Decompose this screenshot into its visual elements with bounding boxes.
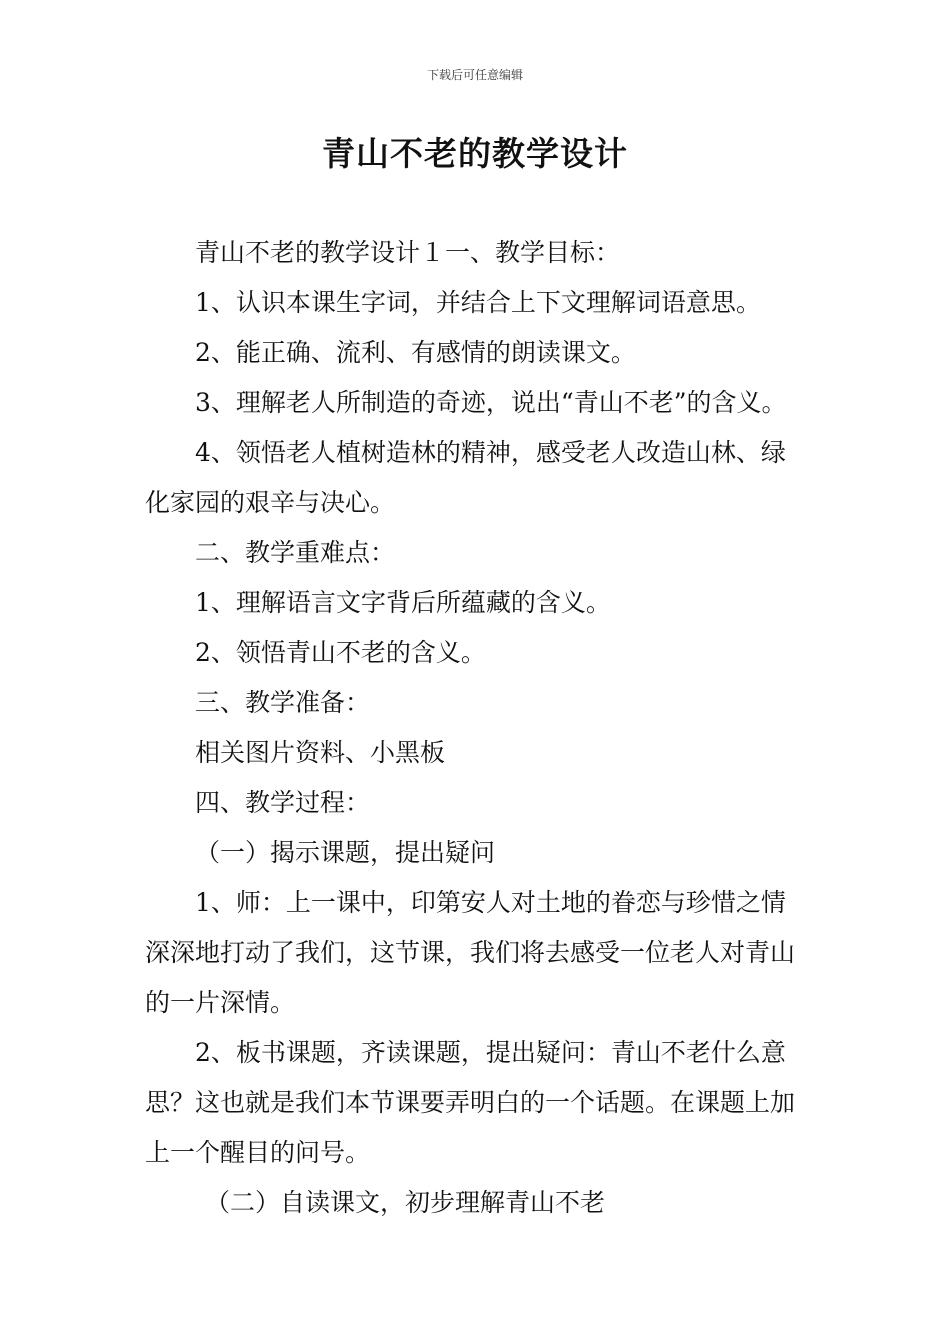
paragraph-key-point-1: 1、理解语言文字背后所蕴藏的含义。	[195, 588, 611, 617]
section-heading-key-points: 二、教学重难点：	[195, 538, 396, 567]
section-heading-process: 四、教学过程：	[195, 788, 371, 817]
paragraph-intro: 青山不老的教学设计１一、教学目标：	[195, 238, 621, 267]
document-title: 青山不老的教学设计	[322, 134, 628, 173]
paragraph-process-2: 2、板书课题，齐读课题，提出疑问：青山不老什么意思？这也就是我们本节课要弄明白的一个话题。在课题上加上一个醒目的问号。	[145, 1038, 796, 1167]
paragraph-process-1: 1、师：上一课中，印第安人对土地的眷恋与珍惜之情深深地打动了我们，这节课，我们将去感受一位老人对青山的一片深情。	[145, 888, 796, 1017]
page-header-note: 下载后可任意编辑	[426, 68, 523, 82]
paragraph-preparation: 相关图片资料、小黑板	[195, 738, 446, 767]
paragraph-goal-3: 3、理解老人所制造的奇迹，说出“青山不老”的含义。	[195, 388, 787, 417]
document-body	[145, 228, 810, 1228]
subsection-heading-1: （一）揭示课题，提出疑问	[195, 838, 496, 867]
subsection-heading-2: （二）自读课文，初步理解青山不老	[205, 1188, 606, 1217]
paragraph-goal-2: 2、能正确、流利、有感情的朗读课文。	[195, 338, 636, 367]
paragraph-goal-1: 1、认识本课生字词，并结合上下文理解词语意思。	[195, 288, 761, 317]
paragraph-key-point-2: 2、领悟青山不老的含义。	[195, 638, 486, 667]
section-heading-preparation: 三、教学准备：	[195, 688, 371, 717]
paragraph-goal-4: 4、领悟老人植树造林的精神，感受老人改造山林、绿化家园的艰辛与决心。	[145, 438, 786, 517]
